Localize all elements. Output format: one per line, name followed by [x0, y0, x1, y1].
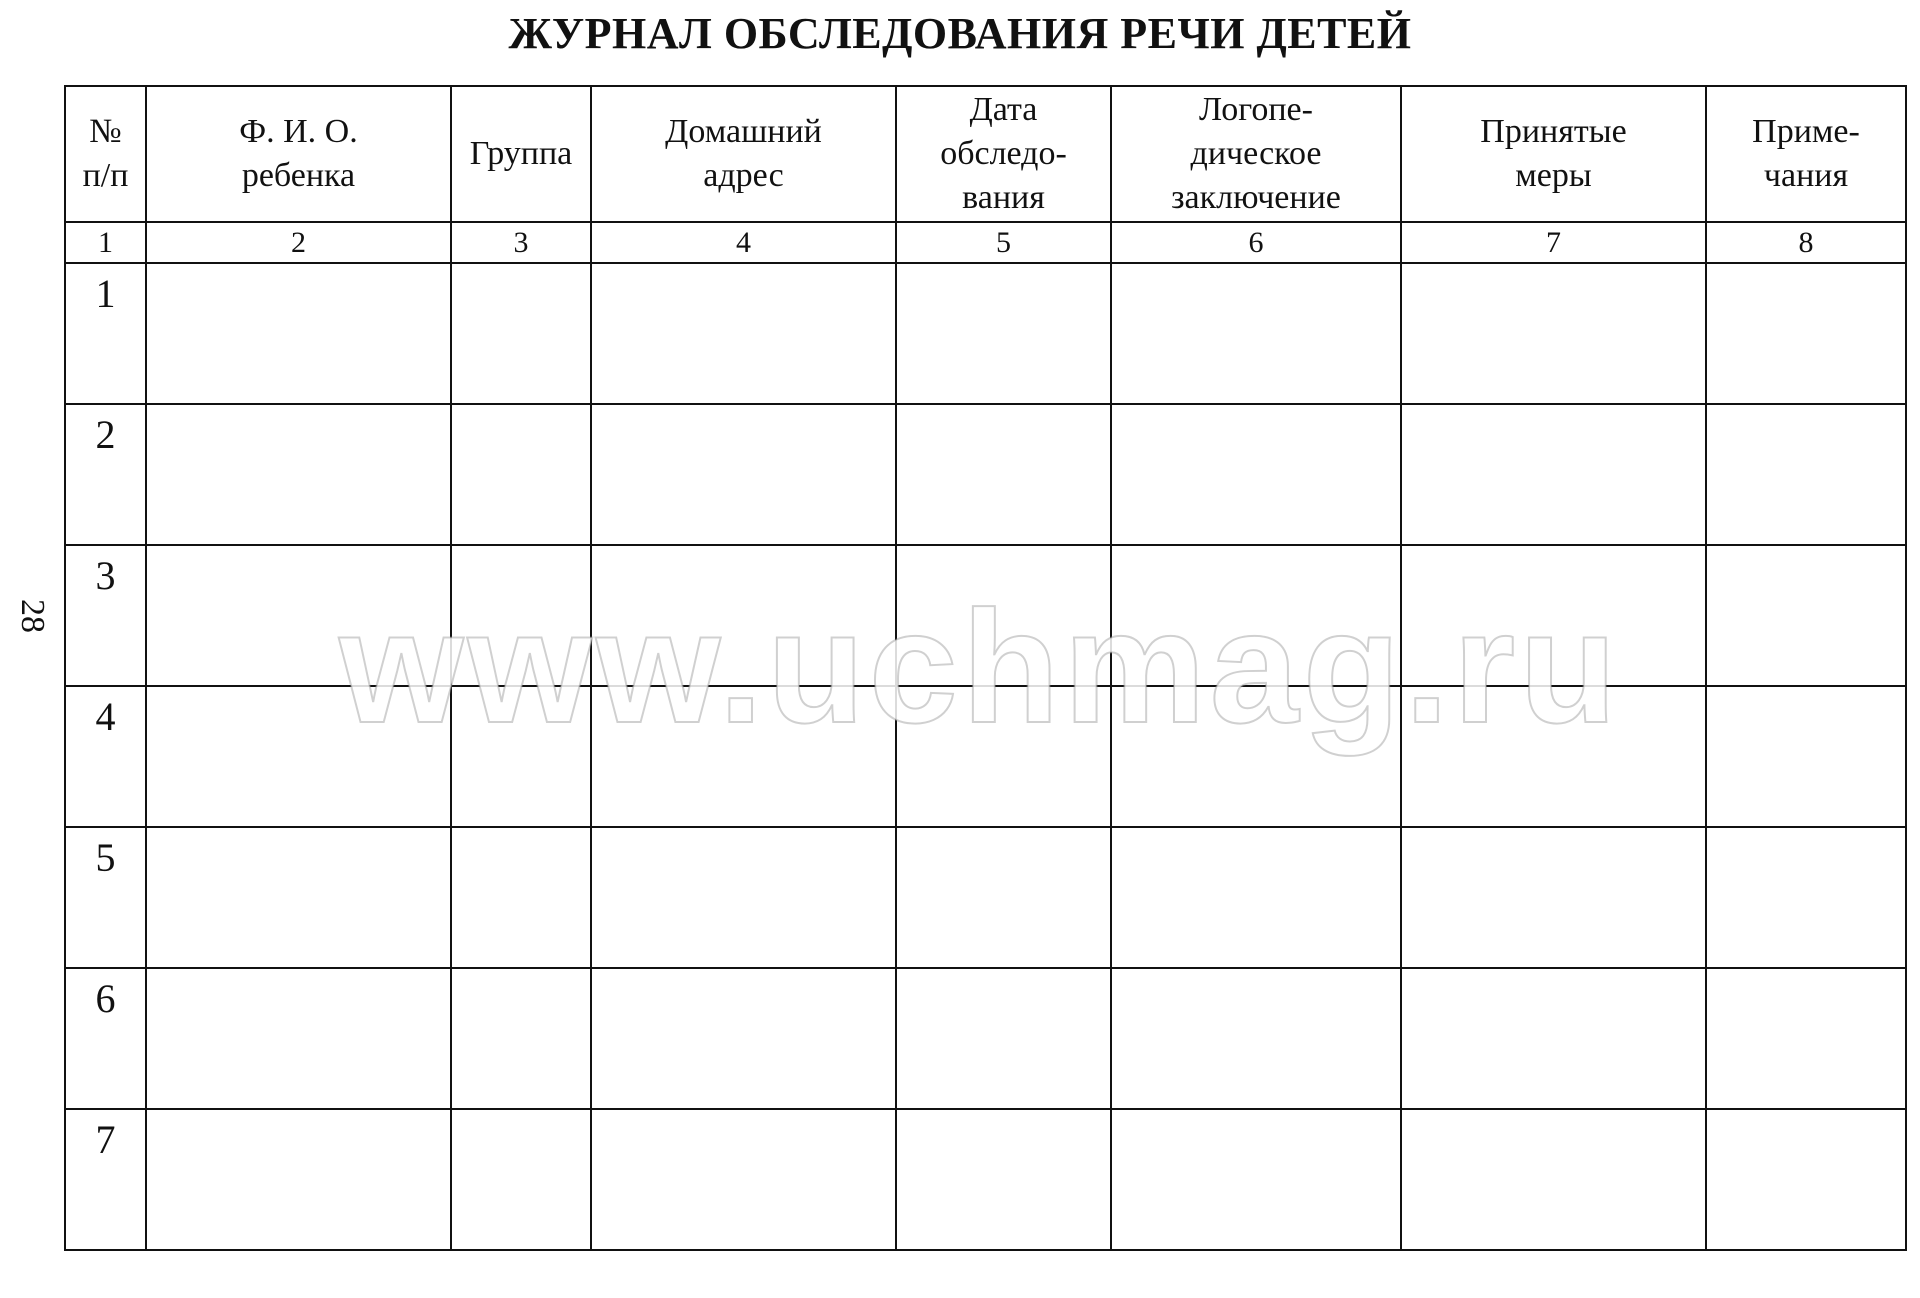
table-row [65, 1109, 1906, 1250]
col-header-home-address: Домашний адрес [591, 86, 896, 222]
table-cell [896, 968, 1111, 1109]
table-row [65, 404, 1906, 545]
row-number: 6 [65, 968, 146, 1109]
table-cell [1401, 545, 1706, 686]
column-number: 3 [451, 222, 591, 263]
col-header-number: № п/п [65, 86, 146, 222]
table-cell [146, 404, 451, 545]
table-cell [1706, 968, 1906, 1109]
table-cell [591, 827, 896, 968]
table-cell [451, 1109, 591, 1250]
table-cell [1706, 686, 1906, 827]
table-cell [1706, 827, 1906, 968]
col-header-speech-conclusion: Логопе- дическое заключение [1111, 86, 1401, 222]
column-number: 8 [1706, 222, 1906, 263]
column-number: 6 [1111, 222, 1401, 263]
table-cell [896, 827, 1111, 968]
table-cell [451, 968, 591, 1109]
table-cell [591, 545, 896, 686]
table-cell [1401, 1109, 1706, 1250]
table-cell [146, 968, 451, 1109]
table-cell [896, 1109, 1111, 1250]
table-cell [896, 263, 1111, 404]
table-cell [1111, 263, 1401, 404]
table-cell [451, 686, 591, 827]
table-cell [451, 263, 591, 404]
table-cell [591, 686, 896, 827]
table-cell [1111, 686, 1401, 827]
column-number: 5 [896, 222, 1111, 263]
table-row [65, 263, 1906, 404]
table-cell [1111, 968, 1401, 1109]
table-cell [451, 827, 591, 968]
table-cell [1706, 404, 1906, 545]
row-number: 7 [65, 1109, 146, 1250]
table-cell [591, 1109, 896, 1250]
row-number: 1 [65, 263, 146, 404]
row-number: 4 [65, 686, 146, 827]
table-cell [896, 404, 1111, 545]
table-cell [1401, 404, 1706, 545]
table-cell [451, 545, 591, 686]
col-header-exam-date: Дата обследо- вания [896, 86, 1111, 222]
page-number: 28 [14, 599, 51, 633]
table-cell [451, 404, 591, 545]
watermark: www.uchmag.ru [339, 577, 1621, 756]
table-cell [896, 686, 1111, 827]
table-cell [591, 263, 896, 404]
table-row [65, 686, 1906, 827]
table-cell [1401, 968, 1706, 1109]
table-cell [896, 545, 1111, 686]
table-cell [1111, 545, 1401, 686]
row-number: 5 [65, 827, 146, 968]
column-number-row [65, 222, 1906, 263]
col-header-measures-taken: Принятые меры [1401, 86, 1706, 222]
table-row [65, 827, 1906, 968]
table-cell [1111, 827, 1401, 968]
table-cell [146, 1109, 451, 1250]
column-number: 2 [146, 222, 451, 263]
col-header-child-name: Ф. И. О. ребенка [146, 86, 451, 222]
column-number: 7 [1401, 222, 1706, 263]
table-cell [146, 686, 451, 827]
table-cell [1706, 545, 1906, 686]
table-cell [591, 404, 896, 545]
table-row [65, 968, 1906, 1109]
column-number: 1 [65, 222, 146, 263]
survey-journal-table [64, 85, 1907, 1251]
table-cell [591, 968, 896, 1109]
table-cell [1706, 1109, 1906, 1250]
table-cell [146, 263, 451, 404]
table-cell [1706, 263, 1906, 404]
column-number: 4 [591, 222, 896, 263]
col-header-group: Группа [451, 86, 591, 222]
table-cell [1401, 686, 1706, 827]
page-title: ЖУРНАЛ ОБСЛЕДОВАНИЯ РЕЧИ ДЕТЕЙ [508, 9, 1412, 58]
row-number: 2 [65, 404, 146, 545]
table-cell [1111, 1109, 1401, 1250]
table-cell [1111, 404, 1401, 545]
table-cell [146, 545, 451, 686]
table-cell [1401, 263, 1706, 404]
row-number: 3 [65, 545, 146, 686]
table-cell [146, 827, 451, 968]
table-cell [1401, 827, 1706, 968]
table-body [65, 263, 1906, 1250]
table-header-row [65, 86, 1906, 222]
col-header-notes: Приме- чания [1706, 86, 1906, 222]
table-row [65, 545, 1906, 686]
